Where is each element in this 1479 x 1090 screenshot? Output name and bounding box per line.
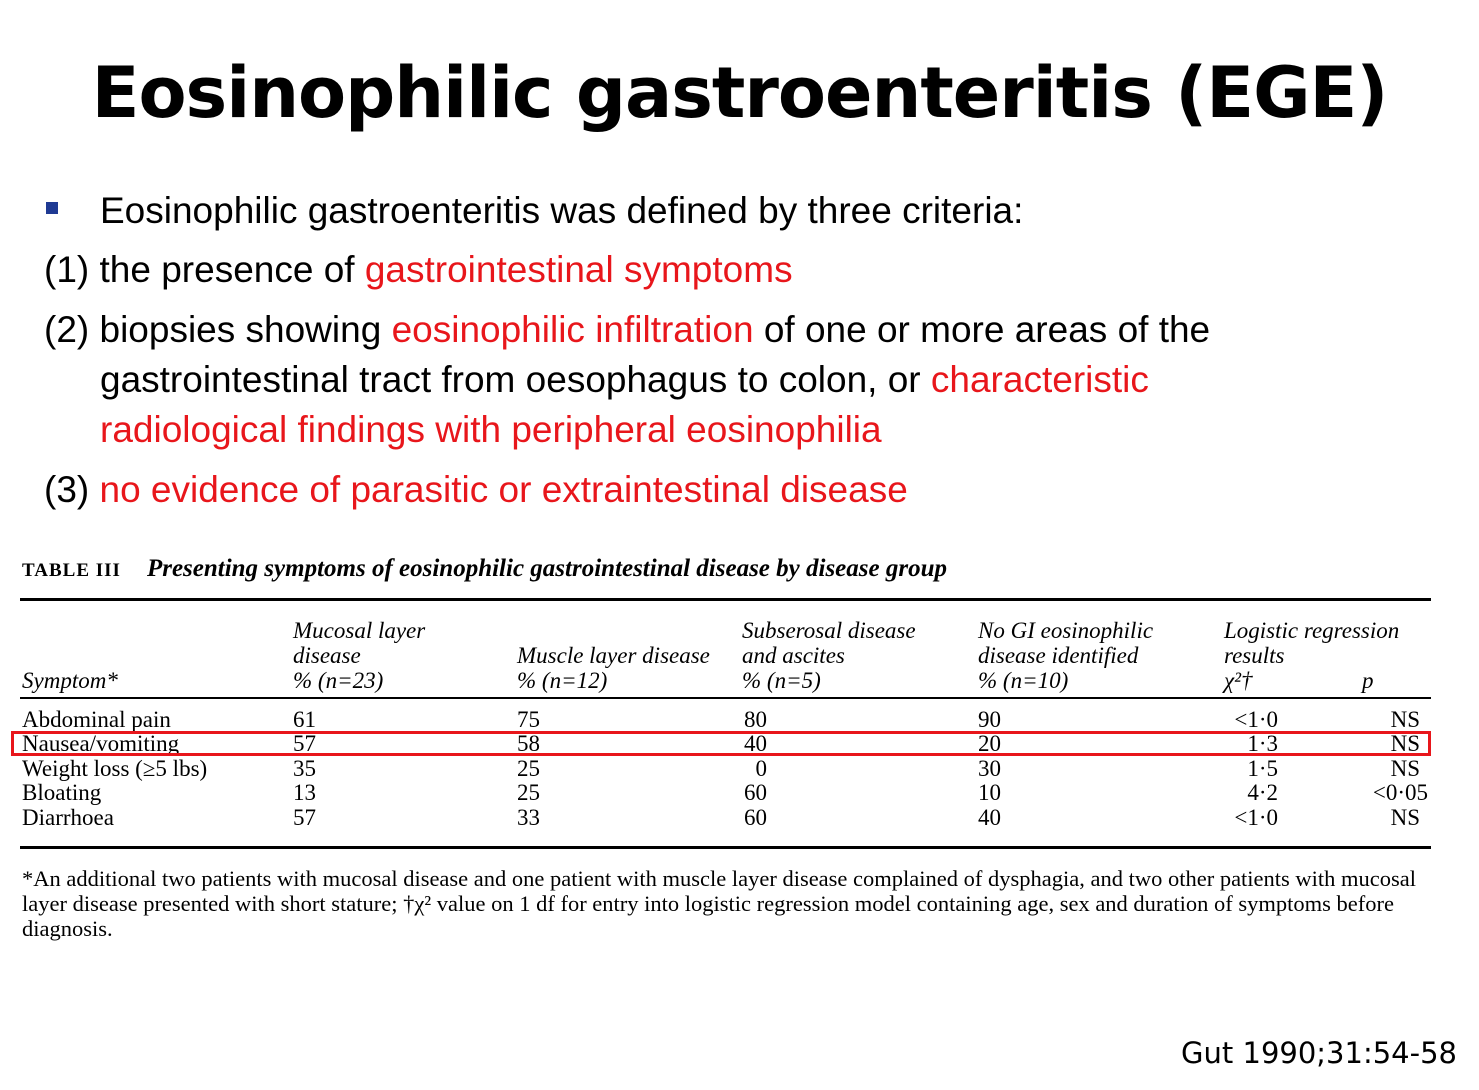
cell-muscle: 58 <box>517 731 540 756</box>
criterion-2-text-1: of one or more areas of the <box>753 309 1211 350</box>
cell-p: NS <box>1390 731 1420 756</box>
cell-subserosal: 0 <box>755 756 767 781</box>
header-logistic: Logistic regression results χ²† <box>1224 618 1400 693</box>
cell-p: NS <box>1390 707 1420 732</box>
cell-chi: <1·0 <box>1234 805 1278 830</box>
cell-mucosal: 61 <box>293 707 316 732</box>
cell-chi: 4·2 <box>1247 780 1278 805</box>
table-top-rule <box>20 598 1431 601</box>
table-header-rule <box>20 697 1431 699</box>
cell-mucosal: 13 <box>293 780 316 805</box>
header-subserosal: Subserosal disease and ascites % (n=5) <box>742 618 916 693</box>
cell-subserosal: 60 <box>744 805 767 830</box>
table-caption-text: Presenting symptoms of eosinophilic gastrointestinal disease by disease group <box>146 555 947 582</box>
cell-no-gi: 10 <box>978 780 1001 805</box>
cell-symptom: Weight loss (≥5 lbs) <box>22 756 208 781</box>
cell-muscle: 25 <box>517 756 540 781</box>
table-label: TABLE III <box>22 560 121 581</box>
cell-no-gi: 20 <box>978 731 1001 756</box>
cell-p: NS <box>1390 805 1420 830</box>
header-muscle: Muscle layer disease % (n=12) <box>517 643 710 693</box>
cell-chi: <1·0 <box>1234 707 1278 732</box>
table-footnote: *An additional two patients with mucosal disease and one patient with muscle layer disease complained of dysphagia, and two other patients with mucosal layer disease presented with short stature; †χ² value on 1 df for entry into logistic regression model containing age, sex and duration of symptoms before diagnosis. <box>22 866 1417 941</box>
cell-muscle: 33 <box>517 805 540 830</box>
criterion-2-line-2 <box>44 355 1210 405</box>
criterion-2-prefix: (2) biopsies showing <box>44 309 392 350</box>
cell-mucosal: 57 <box>293 731 316 756</box>
cell-chi: 1·3 <box>1247 731 1278 756</box>
cell-subserosal: 60 <box>744 780 767 805</box>
criterion-2-highlight-3: radiological findings with peripheral eosinophilia <box>100 409 882 450</box>
criterion-2-highlight-2: characteristic <box>930 359 1149 400</box>
cell-symptom: Abdominal pain <box>22 707 171 732</box>
cell-symptom: Bloating <box>22 780 102 805</box>
cell-chi: 1·5 <box>1247 756 1278 781</box>
bullet-text: Eosinophilic gastroenteritis was defined by three criteria: <box>100 190 1024 231</box>
cell-muscle: 75 <box>517 707 540 732</box>
cell-no-gi: 30 <box>978 756 1001 781</box>
criterion-1 <box>44 245 793 295</box>
row-highlight-box <box>11 731 1431 756</box>
cell-symptom: Diarrhoea <box>22 805 114 830</box>
criterion-1-highlight: gastrointestinal symptoms <box>364 249 793 290</box>
cell-subserosal: 40 <box>744 731 767 756</box>
table-bottom-rule <box>20 846 1431 849</box>
criterion-3-prefix: (3) <box>44 469 100 510</box>
criterion-2 <box>44 305 1210 455</box>
header-symptom: Symptom* <box>22 668 118 693</box>
cell-p: NS <box>1390 756 1420 781</box>
header-no-gi: No GI eosinophilic disease identified % (n=10) <box>978 618 1154 693</box>
header-p: p <box>1362 668 1374 693</box>
header-mucosal: Mucosal layer disease % (n=23) <box>293 618 426 693</box>
criterion-3-highlight: no evidence of parasitic or extraintestinal disease <box>99 469 908 510</box>
cell-no-gi: 40 <box>978 805 1001 830</box>
cell-symptom: Nausea/vomiting <box>22 731 180 756</box>
criterion-3 <box>44 465 908 515</box>
citation: Gut 1990;31:54-58 <box>1181 1036 1457 1070</box>
cell-mucosal: 57 <box>293 805 316 830</box>
cell-mucosal: 35 <box>293 756 316 781</box>
table-caption <box>22 555 947 583</box>
cell-p: <0·05 <box>1372 780 1428 805</box>
cell-muscle: 25 <box>517 780 540 805</box>
criterion-2-highlight-1: eosinophilic infiltration <box>391 309 754 350</box>
cell-no-gi: 90 <box>978 707 1001 732</box>
criterion-1-prefix: (1) the presence of <box>44 249 365 290</box>
slide-title: Eosinophilic gastroenteritis (EGE) <box>91 52 1388 134</box>
bullet-square-icon <box>46 202 58 214</box>
cell-subserosal: 80 <box>744 707 767 732</box>
criterion-2-text-2: gastrointestinal tract from oesophagus to colon, or <box>100 359 931 400</box>
